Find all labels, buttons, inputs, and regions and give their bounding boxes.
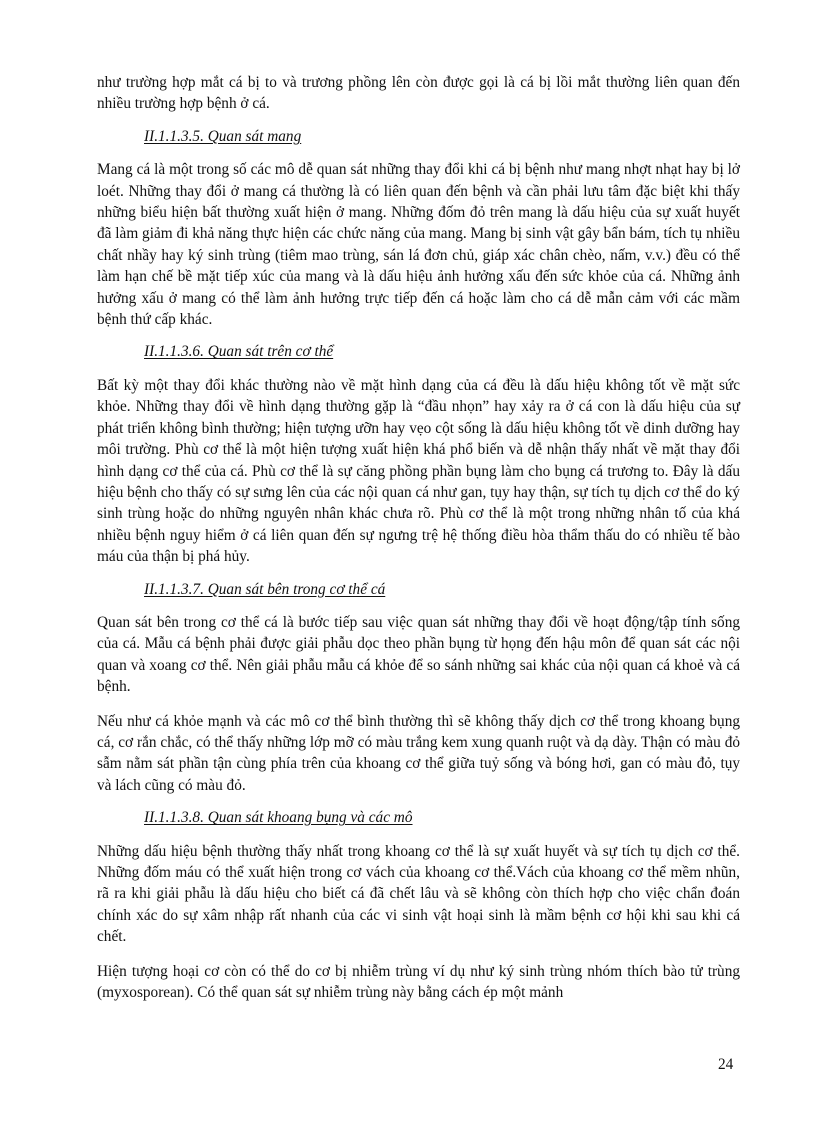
paragraph: Hiện tượng hoại cơ còn có thể do cơ bị nhiễm trùng ví dụ như ký sinh trùng nhóm thích bào tử trùng (myxosporean). Có thể quan sát sự nhiễm trùng này bằng cách ép một mảnh xyxy=(97,962,740,1002)
page-number: 24 xyxy=(718,1056,734,1073)
section-heading: II.1.1.3.5. Quan sát mang xyxy=(144,127,302,145)
paragraph: Quan sát bên trong cơ thể cá là bước tiếp sau việc quan sát những thay đổi về hoạt động/tập tính sống của cá. Mẫu cá bệnh phải được giải phẫu dọc theo phần bụng từ họng đến hậu môn để quan sát các nội quan và xoang cơ thể. Nên giải phẫu mẫu cá khỏe để so sánh những sai khác của nội quan cá khoẻ và cá bệnh. xyxy=(97,613,740,696)
section-body xyxy=(97,341,740,567)
paragraph: Những dấu hiệu bệnh thường thấy nhất trong khoang cơ thể là sự xuất huyết và sự tích tụ dịch cơ thể. Những đốm máu có thể xuất hiện trong cơ vách của khoang cơ thể.Vách của khoang cơ thể mềm nhũn, rã ra khi giải phẫu là dấu hiệu cho biết cá đã chết lâu và sẽ không còn thích hợp cho việc chẩn đoán chính xác do sự xâm nhập rất nhanh của các vi sinh vật hoại sinh là mầm bệnh cơ hội khi sau khi cá chết. xyxy=(97,842,740,946)
intro-paragraph: như trường hợp mắt cá bị to và trương phồng lên còn được gọi là cá bị lồi mắt thường liên quan đến nhiều trường hợp bệnh ở cá. xyxy=(97,74,740,113)
section-gills xyxy=(97,126,740,331)
section-internal xyxy=(97,579,740,797)
paragraph: Mang cá là một trong số các mô dễ quan sát những thay đổi khi cá bị bệnh như mang nhợt nhạt hay bị lở loét. Những thay đổi ở mang cá thường là có liên quan đến bệnh và cần phải lưu tâm đặc biệt khi thấy những biểu hiện bất thường xuất hiện ở mang. Những đốm đỏ trên mang là dấu hiệu của sự xuất huyết đã làm giảm đi khả năng thực hiện các chức năng của mang. Mang bị sinh vật gây bẩn bám, tích tụ nhiều chất nhầy hay ký sinh trùng (tiêm mao trùng, sán lá đơn chủ, giáp xác chân chèo, nấm, v.v.) đều có thể làm hạn chế bề mặt tiếp xúc của mang và là dấu hiệu ảnh hưởng xấu đến sức khỏe của cá. Những ảnh hưởng xấu ở mang có thể làm ảnh hưởng trực tiếp đến cá hoặc làm cho cá dễ mẫn cảm với các mầm bệnh thứ cấp khác. xyxy=(97,161,740,329)
section-heading: II.1.1.3.7. Quan sát bên trong cơ thể cá xyxy=(144,580,386,598)
section-heading: II.1.1.3.6. Quan sát trên cơ thể xyxy=(144,343,334,361)
paragraph: Nếu như cá khỏe mạnh và các mô cơ thể bình thường thì sẽ không thấy dịch cơ thể trong khoang bụng cá, cơ rắn chắc, có thể thấy những lớp mỡ có màu trắng kem xung quanh ruột và dạ dày. Thận có màu đỏ sẫm nằm sát phần tận cùng phía trên của khoang cơ thể giữa tuỷ sống và bóng hơi, gan có màu đỏ, tụy và lách cũng có màu đỏ. xyxy=(97,712,740,794)
section-heading: II.1.1.3.8. Quan sát khoang bụng và các mô xyxy=(144,809,413,827)
section-abdomen xyxy=(97,807,740,1003)
document-page xyxy=(97,72,740,1003)
paragraph: Bất kỳ một thay đổi khác thường nào về mặt hình dạng của cá đều là dấu hiệu không tốt về mặt sức khỏe. Những thay đổi về hình dạng thường gặp là “đầu nhọn” hay xảy ra ở cá con là dấu hiệu của sự phát triển không bình thường; hiện tượng ưỡn hay vẹo cột sống là dấu hiệu không tốt về dinh dưỡng hay môi trường. Phù cơ thể là một hiện tượng xuất hiện khá phổ biến và dễ nhận thấy nhất về mặt thay đổi hình dạng cơ thể của cá. Phù cơ thể là sự căng phồng phần bụng làm cho bụng cá trương to. Đây là dấu hiệu bệnh cho thấy có sự sưng lên của các nội quan cá như gan, tụy hay thận, sự tích tụ dịch cơ thể do ký sinh trùng hoặc do những nguyên nhân khác chưa rõ. Phù cơ thể là một trong những nhân tố của khá nhiều bệnh nguy hiểm ở cá liên quan đến sự ngưng trệ hệ thống điều hòa thẩm thấu do có nhiều tế bào máu của thận bị phá hủy. xyxy=(97,376,740,566)
